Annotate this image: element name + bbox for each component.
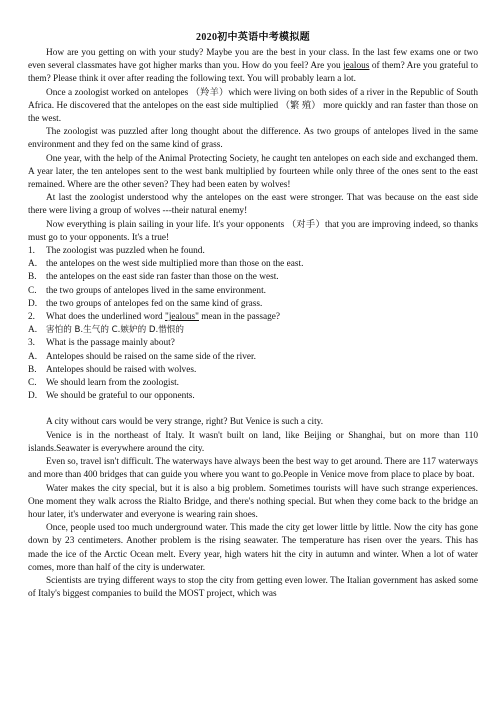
question-1 [28,245,478,258]
question-text-a: What does the underlined word [46,312,166,323]
passage1-paragraph-2: The zoologist was puzzled after long thought about the difference. As two groups of antelopes lived in the same environment and they fed on the same kind of grass. [28,127,478,151]
question-text: The zoologist was puzzled when he found. [46,246,205,257]
option-letter: B. [28,364,37,375]
option-text: Antelopes should be raised on the same side of the river. [46,351,256,362]
option-letter: D. [28,298,38,309]
option-1c [28,285,478,298]
intro-paragraph [28,47,478,87]
section-gap [28,403,478,416]
option-text: We should be grateful to our opponents. [46,391,195,402]
question-number: 3. [28,338,35,349]
option-text: the two groups of antelopes fed on the same kind of grass. [46,298,263,309]
option-letter: A. [28,351,38,362]
chinese-options: 害怕的 B.生气的 C.嫉妒的 D.惜恨的 [46,325,185,336]
page-title: 2020初中英语中考模拟题 [196,32,310,43]
option-letter: C. [28,285,37,296]
question-text-b: mean in the passage? [198,312,281,323]
option-1b [28,271,478,284]
underlined-word-jealous: jealous [343,61,370,72]
option-letter: D. [28,391,38,402]
option-3b [28,364,478,377]
intro-text-b: of them? Are you grateful to them? Please think it over after reading the following text. You will probably learn a lot. [28,61,478,85]
option-3d [28,390,478,403]
passage2-paragraph-2: Venice is in the northeast of Italy. It wasn't built on land, like Beijing or Shanghai, but on more than 110 islands.Seawater is everywhere around the city. [28,430,478,454]
option-1d [28,298,478,311]
passage2-paragraph-3: Even so, travel isn't difficult. The waterways have always been the best way to get around. There are 117 waterways and more than 400 bridges that can guide you where you want to go.People in Venice move from place to place by boat. [28,457,478,481]
passage1-paragraph-1: Once a zoologist worked on antelopes （羚羊）which were living on both sides of a river in the Republic of South Africa. He discovered that the antelopes on the east side multiplied （繁 殖） more quickly and ran faster than those on the west. [28,87,478,125]
question-2 [28,311,478,324]
option-text: the antelopes on the west side multiplied more than those on the east. [46,259,304,270]
option-text: the two groups of antelopes lived in the same environment. [46,285,266,296]
option-text: Antelopes should be raised with wolves. [46,364,197,375]
underlined-word: "jealous" [165,312,199,323]
question-2-options [28,324,478,337]
passage2-paragraph-5: Once, people used too much underground water. This made the city get lower little by little. Now the city has gone down by 23 centimeters. Another problem is the rising seawater. The temperature has risen over the years. This has made the ice of the Arctic Ocean melt. Every year, high waters hit the city in autumn and winter. When a lot of water comes, more than half of the city is underwater. [28,523,478,573]
passage2-paragraph-4: Water makes the city special, but it is also a big problem. Sometimes tourists will have such strange experiences. One moment they walk across the Rialto Bridge, and there's nothing special. But when they come back to the bridge an hour later, it's underwater and everyone is wearing rain shoes. [28,483,478,520]
option-text: the antelopes on the east side ran faster than those on the west. [46,272,279,283]
passage1-paragraph-3: One year, with the help of the Animal Protecting Society, he caught ten antelopes on each side and exchanged them. A year later, the ten antelopes sent to the west bank multiplied by fourteen while only three of the ones sent to the east remained. Where are the other seven? They had been eaten by wolves! [28,153,478,191]
question-number: 1. [28,246,35,257]
option-letter: A. [28,325,38,336]
option-3a [28,351,478,364]
passage2-paragraph-6: Scientists are trying different ways to stop the city from getting even lower. The Italian government has asked some of Italy's biggest companies to build the MOST project, which was [28,575,478,600]
passage2-paragraph-1: A city without cars would be very strange, right? But Venice is such a city. [46,417,324,428]
option-letter: C. [28,378,37,389]
question-3 [28,337,478,350]
question-number: 2. [28,312,35,323]
option-letter: B. [28,272,37,283]
option-1a [28,258,478,271]
passage1-paragraph-5: Now everything is plain sailing in your life. It's your opponents （对手）that you are improving indeed, so thanks must go to your opponents. It's a true! [28,219,478,243]
question-text: What is the passage mainly about? [46,338,175,349]
option-text: We should learn from the zoologist. [46,378,179,389]
option-3c [28,377,478,390]
passage1-paragraph-4: At last the zoologist understood why the antelopes on the east were stronger. That was because on the east side there were living a group of wolves ---their natural enemy! [28,193,478,217]
option-letter: A. [28,259,38,270]
intro-text-a: How are you getting on with your study? Maybe you are the best in your class. In the last few exams one or two even several classmates have got higher marks than you. How do you feel? Are you [28,48,478,72]
